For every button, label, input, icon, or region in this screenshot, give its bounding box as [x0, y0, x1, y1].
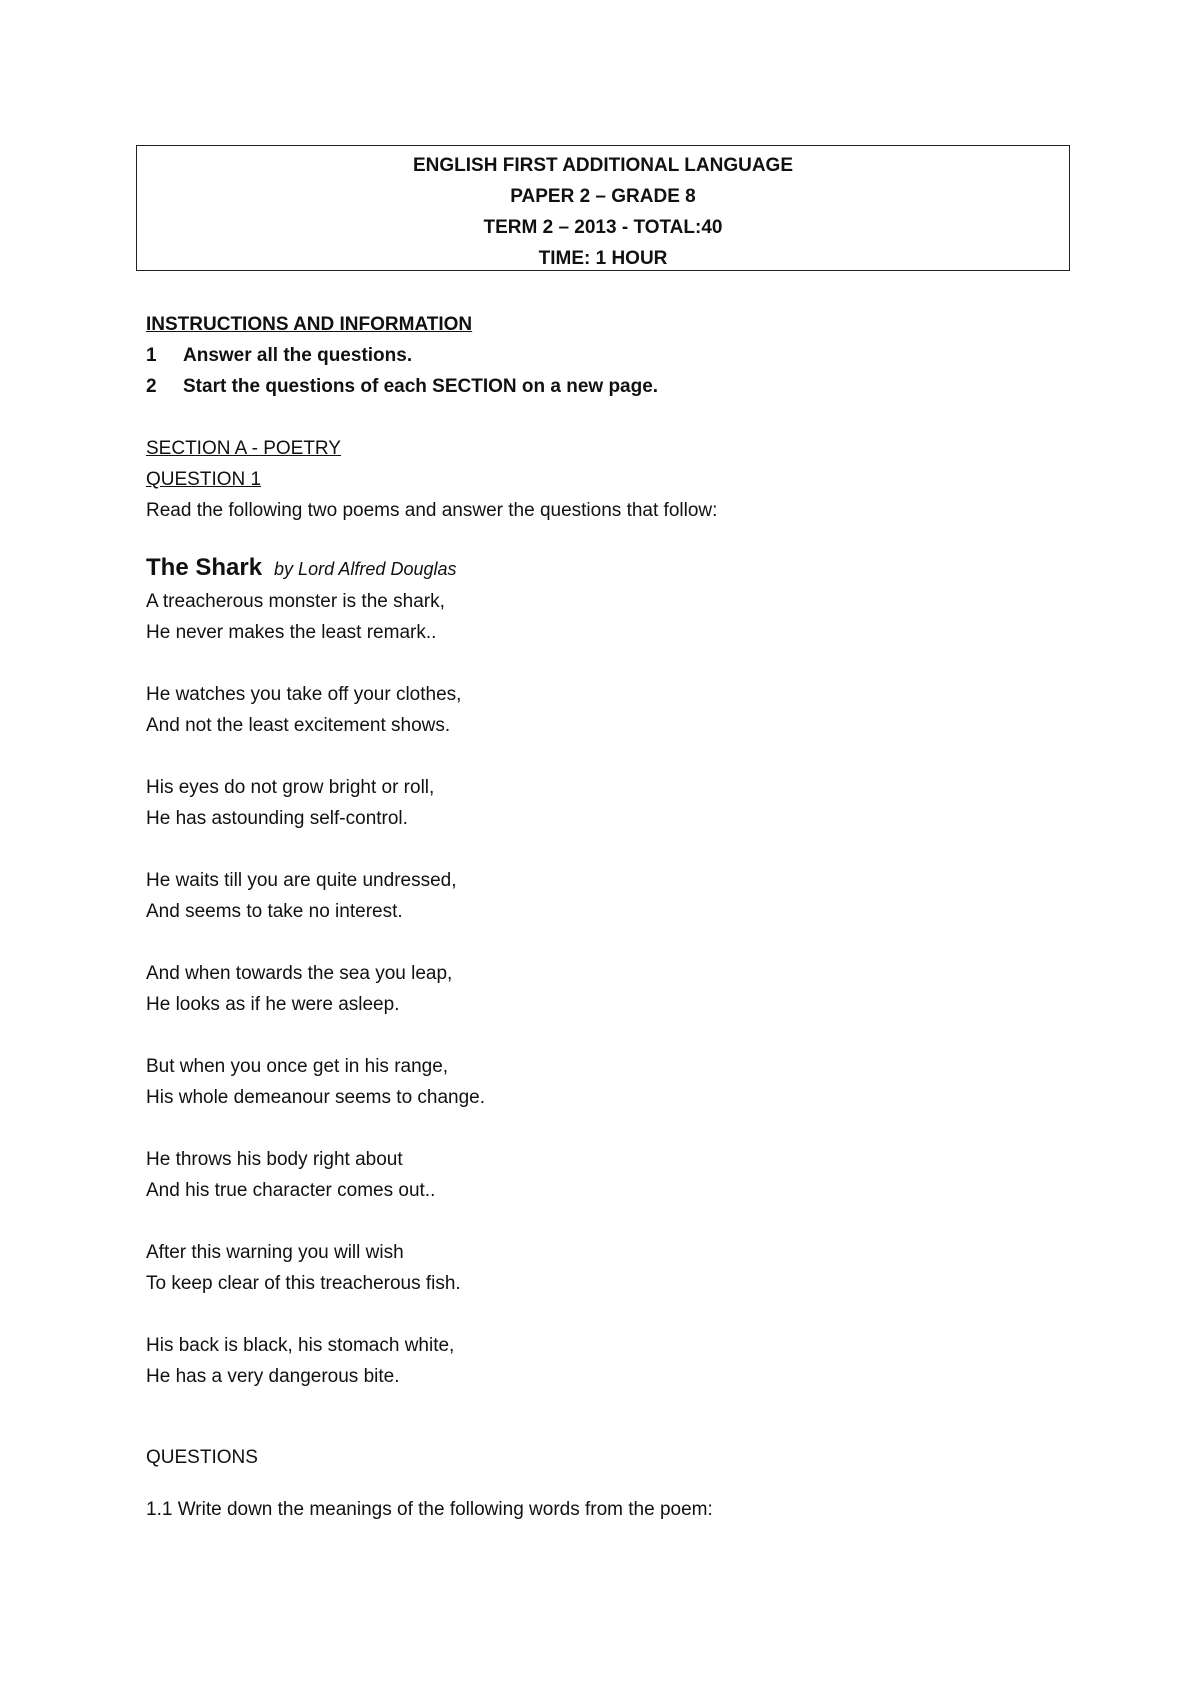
- poem-line: His whole demeanour seems to change.: [146, 1087, 486, 1108]
- poem-title-row: [146, 550, 1046, 586]
- poem-line: He never makes the least remark..: [146, 622, 437, 643]
- poem-stanza: [146, 1051, 1046, 1113]
- instruction-item: [146, 371, 1046, 402]
- document-body: [146, 309, 1046, 1525]
- section-heading: SECTION A - POETRY: [146, 438, 341, 459]
- poem-stanza: [146, 586, 1046, 648]
- poem-line: He throws his body right about: [146, 1149, 403, 1170]
- poem-stanza: [146, 772, 1046, 834]
- instruction-text: Start the questions of each SECTION on a new page.: [183, 376, 659, 397]
- header-time: TIME: 1 HOUR: [538, 248, 668, 269]
- poem-stanza: [146, 679, 1046, 741]
- poem-line: His back is black, his stomach white,: [146, 1335, 455, 1356]
- poem-stanza: [146, 1144, 1046, 1206]
- instruction-number: 2: [146, 376, 157, 397]
- poem-line: He waits till you are quite undressed,: [146, 870, 457, 891]
- poem-line: To keep clear of this treacherous fish.: [146, 1273, 461, 1294]
- poem-author: by Lord Alfred Douglas: [274, 559, 457, 579]
- poem-line: But when you once get in his range,: [146, 1056, 449, 1077]
- poem-line: He looks as if he were asleep.: [146, 994, 400, 1015]
- question-heading: QUESTION 1: [146, 469, 262, 490]
- header-subject: ENGLISH FIRST ADDITIONAL LANGUAGE: [413, 155, 793, 176]
- section-intro: Read the following two poems and answer the questions that follow:: [146, 500, 718, 521]
- poem-line: And his true character comes out..: [146, 1180, 436, 1201]
- poem-line: And seems to take no interest.: [146, 901, 403, 922]
- poem-stanza: [146, 1330, 1046, 1392]
- poem-stanza: [146, 1237, 1046, 1299]
- poem-title: The Shark: [146, 554, 263, 581]
- instruction-item: [146, 340, 1046, 371]
- poem-line: A treacherous monster is the shark,: [146, 591, 445, 612]
- instructions-heading: INSTRUCTIONS AND INFORMATION: [146, 314, 473, 335]
- poem-line: And not the least excitement shows.: [146, 715, 451, 736]
- header-paper: PAPER 2 – GRADE 8: [510, 186, 696, 207]
- poem-line: He watches you take off your clothes,: [146, 684, 462, 705]
- question-1-1: 1.1 Write down the meanings of the following words from the poem:: [146, 1499, 713, 1520]
- instruction-text: Answer all the questions.: [183, 345, 413, 366]
- header-box: [136, 145, 1070, 271]
- poem-line: He has a very dangerous bite.: [146, 1366, 400, 1387]
- poem-line: He has astounding self-control.: [146, 808, 408, 829]
- instruction-number: 1: [146, 345, 157, 366]
- poem-stanza: [146, 958, 1046, 1020]
- poem-line: And when towards the sea you leap,: [146, 963, 453, 984]
- poem-line: His eyes do not grow bright or roll,: [146, 777, 435, 798]
- header-term: TERM 2 – 2013 - TOTAL:40: [483, 217, 723, 238]
- poem-body: [146, 586, 1046, 1392]
- poem-stanza: [146, 865, 1046, 927]
- instructions-list: [146, 340, 1046, 402]
- questions-heading: QUESTIONS: [146, 1447, 258, 1468]
- poem-line: After this warning you will wish: [146, 1242, 404, 1263]
